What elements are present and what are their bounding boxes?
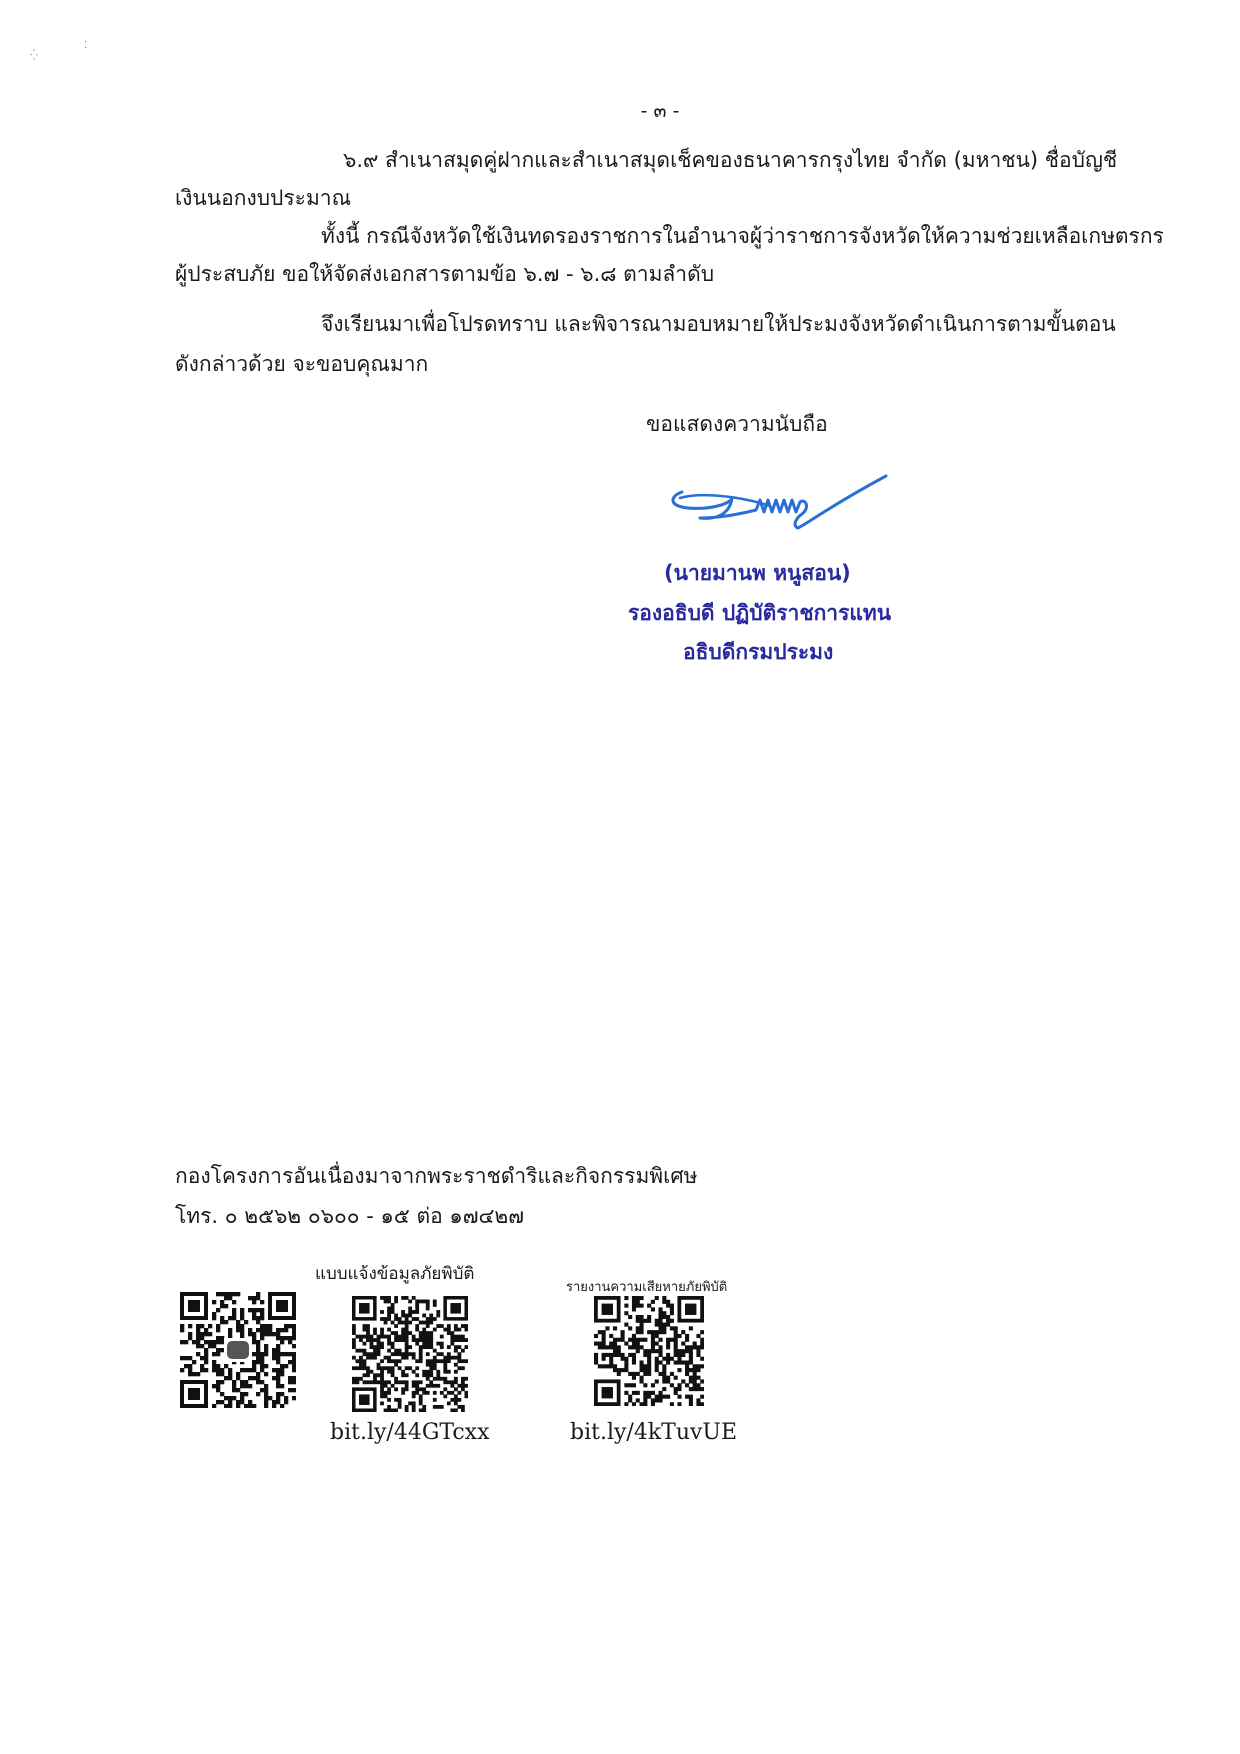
line-logo-icon xyxy=(227,1341,249,1359)
link-damage-report[interactable]: bit.ly/4kTuvUE xyxy=(570,1420,738,1445)
qr-label-damage-report: รายงานความเสียหายภัยพิบัติ xyxy=(566,1280,728,1295)
qr-code-damage-report xyxy=(594,1296,704,1406)
footer-phone: โทร. ๐ ๒๕๖๒ ๐๖๐๐ - ๑๕ ต่อ ๑๗๔๒๗ xyxy=(175,1204,525,1228)
link-disaster-report-form[interactable]: bit.ly/44GTcxx xyxy=(330,1420,490,1445)
paragraph-note-line2: ผู้ประสบภัย ขอให้จัดส่งเอกสารตามข้อ ๖.๗ - ๖.๘ ตามลำดับ xyxy=(175,262,715,286)
paragraph-closing-line1: จึงเรียนมาเพื่อโปรดทราบ และพิจารณามอบหมายให้ประมงจังหวัดดำเนินการตามขั้นตอน xyxy=(321,312,1116,336)
qr-code-line xyxy=(180,1292,296,1408)
qr-label-disaster-report-form: แบบแจ้งข้อมูลภัยพิบัติ xyxy=(315,1264,475,1284)
signatory-position-line1: รองอธิบดี ปฏิบัติราชการแทน xyxy=(628,601,892,625)
scan-artifact: ⁚ xyxy=(84,40,88,51)
paragraph-item-6-9-line2: เงินนอกงบประมาณ xyxy=(175,186,352,210)
paragraph-closing-line2: ดังกล่าวด้วย จะขอบคุณมาก xyxy=(175,352,429,376)
page-number: - ๓ - xyxy=(640,100,680,122)
complimentary-close: ขอแสดงความนับถือ xyxy=(646,412,828,436)
signatory-position-line2: อธิบดีกรมประมง xyxy=(683,640,834,664)
footer-department: กองโครงการอันเนื่องมาจากพระราชดำริและกิจกรรมพิเศษ xyxy=(175,1164,698,1188)
qr-code-disaster-report-form xyxy=(352,1296,468,1412)
paragraph-note-line1: ทั้งนี้ กรณีจังหวัดใช้เงินทดรองราชการในอำนาจผู้ว่าราชการจังหวัดให้ความช่วยเหลือเกษตรกร xyxy=(321,224,1164,248)
signature-image xyxy=(660,462,890,532)
scan-artifact: ⁛ xyxy=(30,50,38,61)
paragraph-item-6-9-line1: ๖.๙ สำเนาสมุดคู่ฝากและสำเนาสมุดเช็คของธนาคารกรุงไทย จำกัด (มหาชน) ชื่อบัญชี xyxy=(343,148,1118,172)
signatory-name: (นายมานพ หนูสอน) xyxy=(664,561,851,585)
